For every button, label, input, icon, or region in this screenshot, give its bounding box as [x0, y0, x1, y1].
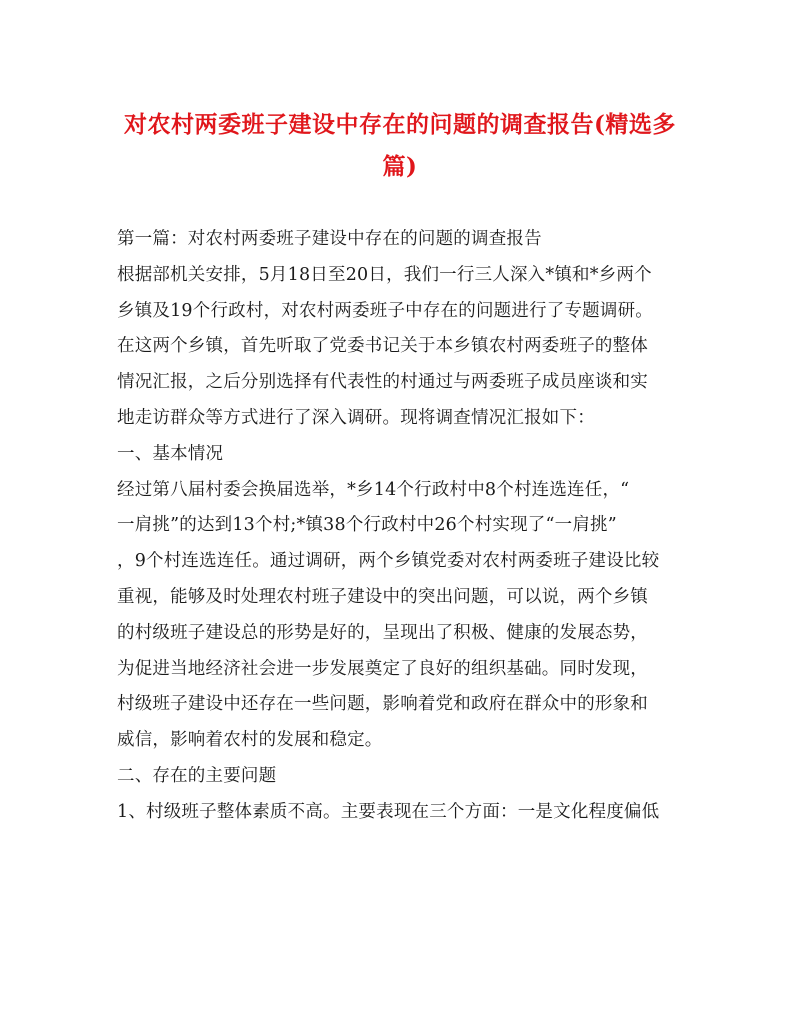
section-heading-main-problems: 二、存在的主要问题 — [117, 765, 277, 786]
paragraph-line: ，9个村连选连任。通过调研，两个乡镇党委对农村两委班子建设比较 — [117, 551, 660, 572]
section-heading-part-one: 第一篇：对农村两委班子建设中存在的问题的调查报告 — [117, 229, 542, 249]
paragraph-line: 为促进当地经济社会进一步发展奠定了良好的组织基础。同时发现， — [117, 658, 648, 679]
paragraph-line: 经过第八届村委会换届选举，*乡14个行政村中8个村连选连任，“ — [117, 479, 630, 500]
paragraph-line: 一肩挑”的达到13个村;*镇38个行政村中26个村实现了“一肩挑” — [117, 515, 617, 536]
paragraph-line: 情况汇报，之后分别选择有代表性的村通过与两委班子成员座谈和实 — [117, 372, 648, 393]
paragraph-line: 地走访群众等方式进行了深入调研。现将调查情况汇报如下： — [117, 407, 595, 428]
section-heading-basic-situation: 一、基本情况 — [117, 443, 224, 464]
paragraph-line: 重视，能够及时处理农村班子建设中的突出问题，可以说，两个乡镇 — [117, 586, 648, 607]
document-title: 对农村两委班子建设中存在的问题的调查报告(精选多篇) — [124, 111, 676, 180]
document-body — [117, 222, 689, 831]
paragraph-line: 威信，影响着农村的发展和稳定。 — [117, 730, 383, 751]
paragraph-line: 在这两个乡镇，首先听取了党委书记关于本乡镇农村两委班子的整体 — [117, 336, 648, 357]
paragraph-line: 的村级班子建设总的形势是好的，呈现出了积极、健康的发展态势， — [117, 622, 648, 643]
paragraph-line: 村级班子建设中还存在一些问题，影响着党和政府在群众中的形象和 — [117, 694, 648, 715]
paragraph-line: 根据部机关安排，5月18日至20日，我们一行三人深入*镇和*乡两个 — [117, 264, 652, 285]
paragraph-line: 1、村级班子整体素质不高。主要表现在三个方面：一是文化程度偏低 — [117, 801, 660, 822]
paragraph-line: 乡镇及19个行政村，对农村两委班子中存在的问题进行了专题调研。 — [117, 300, 653, 321]
